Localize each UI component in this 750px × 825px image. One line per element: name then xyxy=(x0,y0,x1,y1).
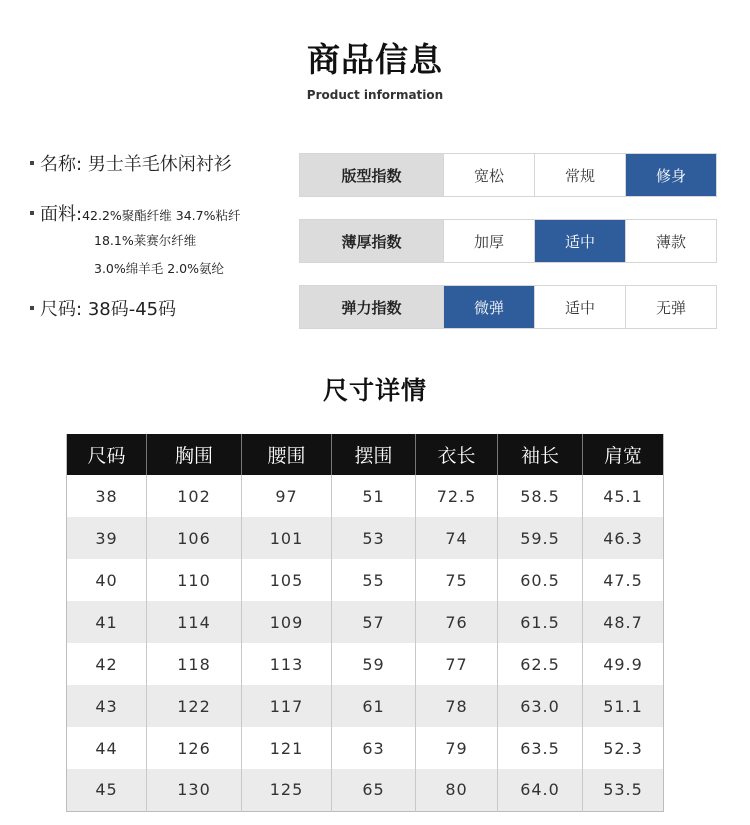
table-cell: 113 xyxy=(242,643,332,685)
bullet-icon xyxy=(30,211,34,215)
table-cell: 102 xyxy=(147,475,242,517)
index-option: 无弹 xyxy=(625,286,716,328)
index-option: 宽松 xyxy=(443,154,534,196)
index-option-selected: 修身 xyxy=(625,154,716,196)
table-cell: 59.5 xyxy=(498,517,583,559)
table-cell: 39 xyxy=(67,517,147,559)
table-cell: 49.9 xyxy=(583,643,664,685)
table-cell: 79 xyxy=(416,727,498,769)
fabric-line-2: 18.1%莱赛尔纤维 xyxy=(94,233,197,248)
page-subtitle: Product information xyxy=(306,88,444,102)
index-table xyxy=(299,153,717,197)
table-cell: 117 xyxy=(242,685,332,727)
table-cell: 126 xyxy=(147,727,242,769)
table-row xyxy=(67,727,664,769)
info-fabric xyxy=(30,200,240,226)
table-row xyxy=(67,643,664,685)
table-cell: 62.5 xyxy=(498,643,583,685)
table-cell: 101 xyxy=(242,517,332,559)
bullet-icon xyxy=(30,161,34,165)
column-header: 尺码 xyxy=(67,434,147,475)
table-cell: 45 xyxy=(67,769,147,811)
bullet-icon xyxy=(30,306,34,310)
table-cell: 57 xyxy=(332,601,416,643)
index-table xyxy=(299,219,717,263)
size-section-title: 尺寸详情 xyxy=(322,376,427,405)
table-cell: 63 xyxy=(332,727,416,769)
table-cell: 61 xyxy=(332,685,416,727)
table-cell: 58.5 xyxy=(498,475,583,517)
table-row xyxy=(67,769,664,811)
table-cell: 51.1 xyxy=(583,685,664,727)
table-cell: 55 xyxy=(332,559,416,601)
table-cell: 46.3 xyxy=(583,517,664,559)
table-cell: 121 xyxy=(242,727,332,769)
table-cell: 65 xyxy=(332,769,416,811)
table-cell: 125 xyxy=(242,769,332,811)
fabric-line-3: 3.0%绵羊毛 2.0%氨纶 xyxy=(94,261,224,276)
table-cell: 110 xyxy=(147,559,242,601)
table-cell: 114 xyxy=(147,601,242,643)
table-cell: 118 xyxy=(147,643,242,685)
column-header: 肩宽 xyxy=(583,434,664,475)
index-table xyxy=(299,285,717,329)
table-cell: 78 xyxy=(416,685,498,727)
table-cell: 106 xyxy=(147,517,242,559)
table-cell: 41 xyxy=(67,601,147,643)
table-cell: 52.3 xyxy=(583,727,664,769)
table-cell: 109 xyxy=(242,601,332,643)
index-option-selected: 微弹 xyxy=(443,286,534,328)
table-cell: 72.5 xyxy=(416,475,498,517)
table-row xyxy=(67,517,664,559)
index-label: 弹力指数 xyxy=(300,286,443,328)
table-cell: 77 xyxy=(416,643,498,685)
table-cell: 45.1 xyxy=(583,475,664,517)
info-size xyxy=(30,295,176,321)
table-row xyxy=(67,475,664,517)
table-cell: 122 xyxy=(147,685,242,727)
table-cell: 42 xyxy=(67,643,147,685)
index-label: 薄厚指数 xyxy=(300,220,443,262)
table-cell: 44 xyxy=(67,727,147,769)
table-cell: 76 xyxy=(416,601,498,643)
fabric-label: 面料: xyxy=(40,204,83,225)
size-label: 尺码: xyxy=(40,299,83,320)
index-option: 加厚 xyxy=(443,220,534,262)
column-header: 衣长 xyxy=(416,434,498,475)
table-cell: 64.0 xyxy=(498,769,583,811)
table-cell: 61.5 xyxy=(498,601,583,643)
index-option-selected: 适中 xyxy=(534,220,625,262)
index-label: 版型指数 xyxy=(300,154,443,196)
info-name xyxy=(30,150,232,176)
size-table xyxy=(66,434,664,812)
table-cell: 105 xyxy=(242,559,332,601)
table-cell: 63.5 xyxy=(498,727,583,769)
table-cell: 38 xyxy=(67,475,147,517)
column-header: 胸围 xyxy=(147,434,242,475)
table-cell: 40 xyxy=(67,559,147,601)
table-cell: 97 xyxy=(242,475,332,517)
table-cell: 130 xyxy=(147,769,242,811)
table-cell: 51 xyxy=(332,475,416,517)
size-table-header xyxy=(67,434,664,475)
table-cell: 63.0 xyxy=(498,685,583,727)
table-cell: 48.7 xyxy=(583,601,664,643)
table-row xyxy=(67,685,664,727)
name-label: 名称: xyxy=(40,154,83,175)
size-value: 38码-45码 xyxy=(87,299,177,320)
table-cell: 75 xyxy=(416,559,498,601)
fabric-line-1: 42.2%聚酯纤维 34.7%粘纤 xyxy=(82,208,241,223)
table-cell: 80 xyxy=(416,769,498,811)
table-row xyxy=(67,601,664,643)
table-cell: 60.5 xyxy=(498,559,583,601)
column-header: 腰围 xyxy=(242,434,332,475)
column-header: 摆围 xyxy=(332,434,416,475)
table-cell: 53.5 xyxy=(583,769,664,811)
table-cell: 74 xyxy=(416,517,498,559)
column-header: 袖长 xyxy=(498,434,583,475)
table-cell: 47.5 xyxy=(583,559,664,601)
table-cell: 59 xyxy=(332,643,416,685)
index-option: 适中 xyxy=(534,286,625,328)
index-option: 薄款 xyxy=(625,220,716,262)
table-cell: 53 xyxy=(332,517,416,559)
table-row xyxy=(67,559,664,601)
table-cell: 43 xyxy=(67,685,147,727)
page-title: 商品信息 xyxy=(307,40,443,79)
index-option: 常规 xyxy=(534,154,625,196)
name-value: 男士羊毛休闲衬衫 xyxy=(87,154,232,175)
